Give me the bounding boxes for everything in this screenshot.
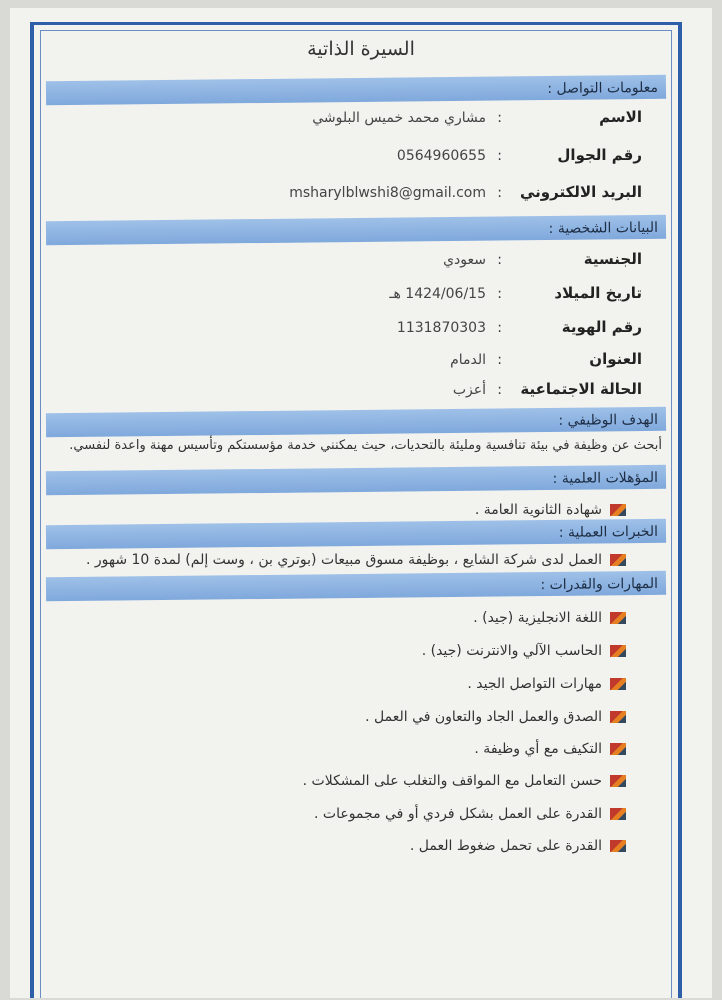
bullet-icon	[610, 504, 626, 516]
field-value: 1424/06/15 هـ	[389, 286, 486, 302]
field-label: تاريخ الميلاد	[554, 284, 642, 302]
field-value: msharylblwshi8@gmail.com	[289, 185, 486, 201]
bullet-icon	[610, 711, 626, 723]
personal-row-address: العنوان:الدمام	[450, 350, 642, 368]
skill-item: حسن التعامل مع المواقف والتغلب على المشكلات .	[303, 773, 626, 789]
skill-item: مهارات التواصل الجيد .	[467, 676, 626, 692]
field-value: مشاري محمد خميس البلوشي	[312, 110, 486, 126]
field-value: 0564960655	[396, 148, 486, 164]
contact-row-phone: رقم الجوال:0564960655	[396, 146, 642, 164]
personal-row-id: رقم الهوية:1131870303	[396, 318, 642, 336]
field-value: 1131870303	[396, 320, 486, 336]
document-title: السيرة الذاتية	[307, 38, 415, 60]
field-value: أعزب	[452, 382, 486, 398]
personal-row-marital: الحالة الاجتماعية:أعزب	[452, 380, 642, 398]
field-label: الاسم	[599, 108, 642, 126]
skill-item: اللغة الانجليزية (جيد) .	[473, 610, 626, 626]
bullet-icon	[610, 743, 626, 755]
section-heading-skills: المهارات والقدرات :	[46, 571, 666, 601]
field-label: رقم الهوية	[561, 318, 642, 336]
skill-item: التكيف مع أي وظيفة .	[474, 741, 626, 757]
qualification-item: شهادة الثانوية العامة .	[475, 502, 626, 518]
experience-item: العمل لدى شركة الشايع ، بوظيفة مسوق مبيعات (بوتري بن ، وست إلم) لمدة 10 شهور .	[86, 552, 626, 568]
bullet-icon	[610, 554, 626, 566]
section-heading-contact: معلومات التواصل :	[46, 75, 666, 105]
field-label: الجنسية	[583, 250, 642, 268]
field-value: سعودي	[443, 252, 486, 268]
skill-item: القدرة على العمل بشكل فردي أو في مجموعات .	[314, 806, 626, 822]
field-label: العنوان	[589, 350, 642, 368]
field-label: البريد الالكتروني	[520, 183, 642, 201]
skill-item: الحاسب الآلي والانترنت (جيد) .	[422, 643, 626, 659]
bullet-icon	[610, 612, 626, 624]
contact-row-name: الاسم:مشاري محمد خميس البلوشي	[312, 108, 642, 126]
section-heading-qualifications: المؤهلات العلمية :	[46, 465, 666, 495]
bullet-icon	[610, 808, 626, 820]
objective-text: أبحث عن وظيفة في بيئة تنافسية ومليئة بالتحديات، حيث يمكنني خدمة مؤسستكم وتأسيس مهنة واعدة لنفسي.	[69, 438, 662, 453]
section-heading-experience: الخبرات العملية :	[46, 519, 666, 549]
skill-item: القدرة على تحمل ضغوط العمل .	[410, 838, 626, 854]
bullet-icon	[610, 678, 626, 690]
bullet-icon	[610, 775, 626, 787]
field-label: رقم الجوال	[557, 146, 642, 164]
bullet-icon	[610, 840, 626, 852]
field-label: الحالة الاجتماعية	[520, 380, 642, 398]
skill-item: الصدق والعمل الجاد والتعاون في العمل .	[365, 709, 626, 725]
personal-row-nationality: الجنسية:سعودي	[443, 250, 642, 268]
bullet-icon	[610, 645, 626, 657]
section-heading-personal: البيانات الشخصية :	[46, 215, 666, 245]
field-value: الدمام	[450, 352, 486, 368]
section-heading-objective: الهدف الوظيفي :	[46, 407, 666, 437]
contact-row-email: البريد الالكتروني:msharylblwshi8@gmail.com	[289, 183, 642, 201]
personal-row-birthdate: تاريخ الميلاد:1424/06/15 هـ	[389, 284, 642, 302]
